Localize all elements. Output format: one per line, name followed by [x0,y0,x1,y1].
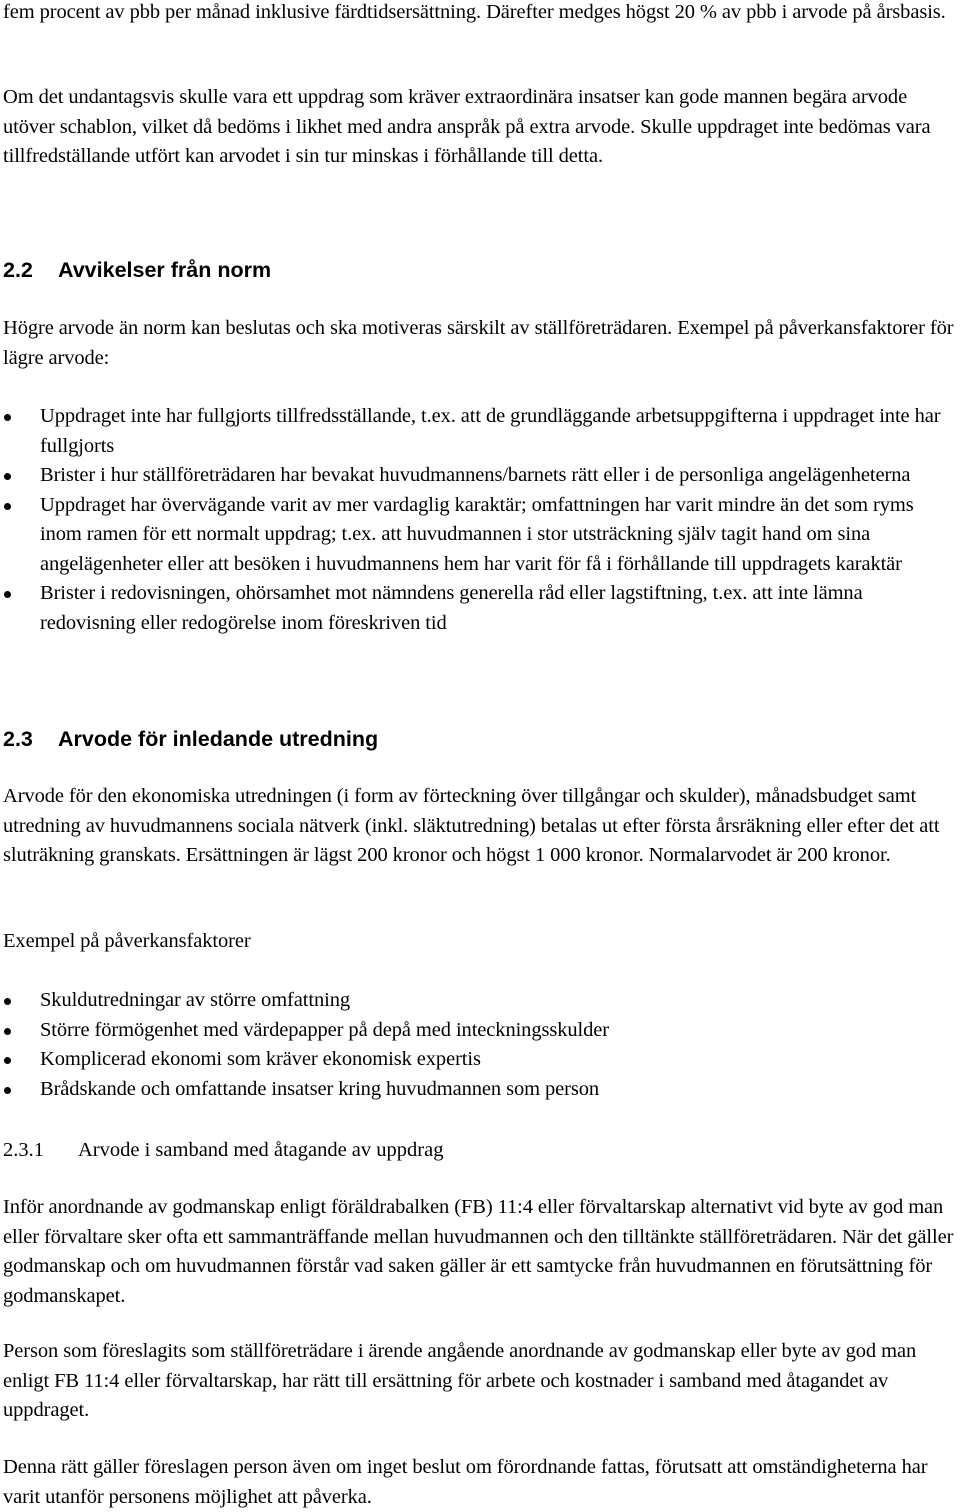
paragraph-appointment-meeting: Inför anordnande av godmanskap enligt föräldrabalken (FB) 11:4 eller förvaltarskap alternativt vid byte av god man eller förvaltare sker ofta ett sammanträffande mellan huvudmannen och den tilltänkte ställföreträdaren. När det gäller godmanskap och om huvudmannen förstår vad saken gäller är ett samtycke från huvudmannen en förutsättning för godmanskapet. [3,1196,954,1307]
list-item: Brister i hur ställföreträdaren har bevakat huvudmannens/barnets rätt eller i de personliga angelägenheterna [40,464,911,486]
heading-2-3 [3,725,958,753]
list-item: Brådskande och omfattande insatser kring huvudmannen som person [40,1077,600,1100]
heading-title: Arvode för inledande utredning [58,727,379,751]
paragraph-proposed-person: Person som föreslagits som ställföreträdare i ärende angående anordnande av godmanskap eller byte av god man enligt FB 11:4 eller förvaltarskap, har rätt till ersättning för arbete och kostnader i samband med åtagandet av uppdraget. [3,1340,917,1421]
heading-2-2 [3,256,958,284]
heading-title: Avvikelser från norm [58,258,272,282]
list-item: Skuldutredningar av större omfattning [40,989,350,1011]
paragraph-investigation-fee: Arvode för den ekonomiska utredningen (i form av förteckning över tillgångar och skulder), månadsbudget samt utredning av huvudmannens sociala nätverk (inkl. släktutredning) betalas ut efter första årsräkning eller efter det att sluträkning granskats. Ersättningen är lägst 200 kronor och högst 1 000 kronor. Normalarvodet är 200 kronor. [3,785,940,866]
list-item: Större förmögenhet med värdepapper på depå med inteckningsskulder [40,1018,610,1041]
paragraph-right-applies: Denna rätt gäller föreslagen person även om inget beslut om förordnande fattas, förutsatt att omständigheterna har varit utanför personens möjlighet att påverka. [3,1456,928,1508]
list-item: Komplicerad ekonomi som kräver ekonomisk expertis [40,1048,481,1070]
heading-title: Arvode i samband med åtagande av uppdrag [78,1139,444,1161]
list-item: Uppdraget inte har fullgjorts tillfredsställande, t.ex. att de grundläggande arbetsuppgifterna i uppdraget inte har fullgjorts [40,405,941,457]
paragraph-deviation: Högre arvode än norm kan beslutas och ska motiveras särskilt av ställföreträdaren. Exempel på påverkansfaktorer för lägre arvode: [3,317,954,369]
list-investigation-factors [3,986,958,1104]
list-item: Uppdraget har övervägande varit av mer vardaglig karaktär; omfattningen har varit mindre än det som ryms inom ramen för ett normalt uppdrag; t.ex. att huvudmannen i stor utsträckning själv tagit hand om sina angelägenheter eller att besöken i huvudmannens hem har varit för få i förhållande till uppdragets karaktär [40,493,914,575]
heading-number: 2.2 [3,258,33,282]
paragraph-intro: fem procent av pbb per månad inklusive färdtidsersättning. Därefter medges högst 20 % av pbb i arvode på årsbasis. [3,1,946,23]
paragraph-examples-label: Exempel på påverkansfaktorer [3,930,251,952]
heading-number: 2.3 [3,727,33,751]
paragraph-extra-fee: Om det undantagsvis skulle vara ett uppdrag som kräver extraordinära insatser kan gode mannen begära arvode utöver schablon, vilket då bedöms i likhet med andra anspråk på extra arvode. Skulle uppdraget inte bedömas vara tillfredställande utfört kan arvodet i sin tur minskas i förhållande till detta. [3,86,931,167]
heading-number: 2.3.1 [3,1139,44,1161]
heading-2-3-1 [3,1136,958,1164]
list-item: Brister i redovisningen, ohörsamhet mot nämndens generella råd eller lagstiftning, t.ex. att inte lämna redovisning eller redogörelse inom föreskriven tid [40,582,863,634]
list-lower-fee-factors [3,402,958,638]
